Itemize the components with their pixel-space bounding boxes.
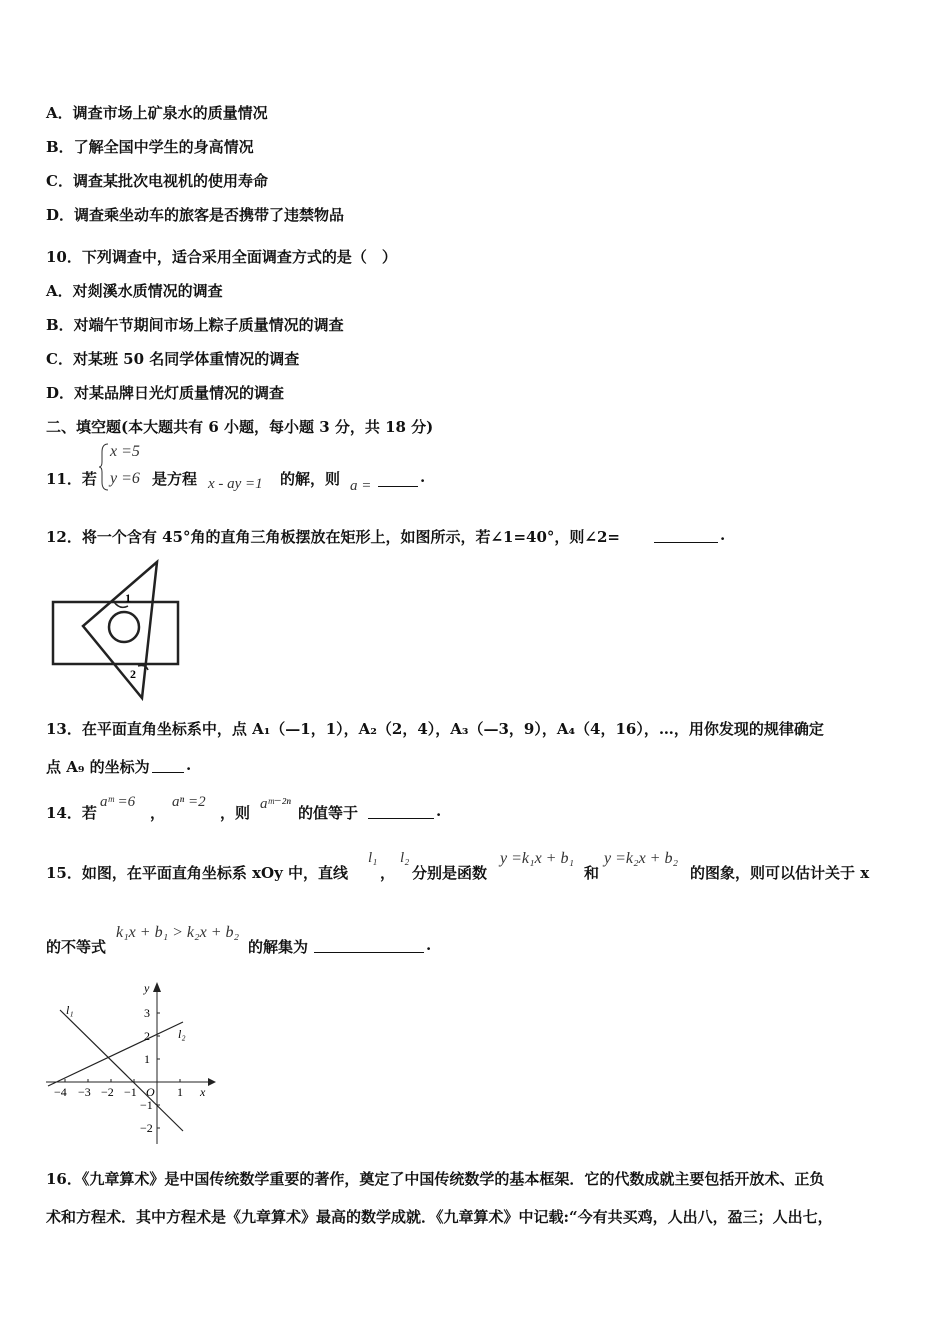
q11-end: . xyxy=(420,468,426,486)
q12-label-2: 2 xyxy=(130,667,136,681)
q9-option-d: D．调查乘坐动车的旅客是否携带了违禁物品 xyxy=(46,206,345,224)
q13-end: . xyxy=(186,756,192,774)
q15-answer-blank[interactable] xyxy=(314,938,424,953)
y-axis-arrow xyxy=(153,982,161,992)
q15-part1: 15．如图，在平面直角坐标系 xOy 中，直线 xyxy=(46,864,349,882)
q12-answer-blank[interactable] xyxy=(654,528,718,543)
q13-line2: 点 A₉ 的坐标为 xyxy=(46,758,150,776)
q16-line1: 16．《九章算术》是中国传统数学重要的著作，奠定了中国传统数学的基本框架．它的代数成就主要包括开放术、正负 xyxy=(46,1170,825,1188)
x-tick-label-neg4: −4 xyxy=(54,1085,67,1099)
q15-graph xyxy=(40,978,220,1148)
y-axis-label: y xyxy=(144,981,150,995)
q15-end: . xyxy=(426,936,432,954)
q10-option-d: D．对某品牌日光灯质量情况的调查 xyxy=(46,384,285,402)
y-tick-label-neg1: −1 xyxy=(140,1098,153,1112)
q14-expr-an: aⁿ =2 xyxy=(172,794,206,810)
q11-eq-y: y =6 xyxy=(110,470,140,487)
q15-part3: 的图象，则可以估计关于 x xyxy=(690,864,870,882)
q11-answer-blank[interactable] xyxy=(378,472,418,487)
q14-then: ，则 xyxy=(220,804,251,822)
q15-part2: 分别是函数 xyxy=(412,864,488,882)
q14-answer-blank[interactable] xyxy=(368,804,434,819)
q14-expr-am: aᵐ =6 xyxy=(100,794,136,810)
q11-mid-text: 是方程 xyxy=(152,470,198,488)
q11-eq-x: x =5 xyxy=(110,443,140,460)
x-tick-label-1: 1 xyxy=(177,1085,183,1099)
q15-line2b: 的解集为 xyxy=(248,938,309,956)
q16-line2: 术和方程术．其中方程术是《九章算术》最高的数学成就．《九章算术》中记载:“今有共买鸡，人出八，盈三；人出七， xyxy=(46,1208,833,1226)
q9-option-c: C．调查某批次电视机的使用寿命 xyxy=(46,172,268,190)
q10-option-c: C．对某班 50 名同学体重情况的调查 xyxy=(46,350,300,368)
l1-label: l₁ xyxy=(66,1003,74,1017)
q11-brace xyxy=(98,442,110,492)
y-tick-label-2: 2 xyxy=(144,1029,150,1043)
x-axis-label: x xyxy=(200,1085,206,1099)
section-header-fill-in: 二、填空题(本大题共有 6 小题，每小题 3 分，共 18 分) xyxy=(46,418,434,436)
origin-label: O xyxy=(146,1085,155,1099)
q10-option-a: A．对剡溪水质情况的调查 xyxy=(46,282,223,300)
q10-option-b: B．对端午节期间市场上粽子质量情况的调查 xyxy=(46,316,344,334)
y-tick-label-neg2: −2 xyxy=(140,1121,153,1135)
q14-after: 的值等于 xyxy=(298,804,359,822)
x-axis-arrow xyxy=(208,1078,216,1086)
q15-f1: y =k₁x + b₁ xyxy=(500,850,575,867)
q15-and: 和 xyxy=(584,864,600,882)
q9-option-b: B．了解全国中学生的身高情况 xyxy=(46,138,254,156)
q12-figure xyxy=(48,558,183,703)
q14-sep: ， xyxy=(150,804,166,822)
x-tick-label-neg3: −3 xyxy=(78,1085,91,1099)
q11-after-text: 的解，则 xyxy=(280,470,341,488)
q11-number: 11．若 xyxy=(46,470,97,488)
q11-equation: x - ay =1 xyxy=(208,476,263,492)
q15-line2a: 的不等式 xyxy=(46,938,107,956)
q12-triangle xyxy=(83,562,157,698)
l2-label: l₂ xyxy=(178,1027,186,1041)
q15-comma: ， xyxy=(380,864,396,882)
q15-l1: l₁ xyxy=(368,850,378,866)
line-l2 xyxy=(48,1022,183,1086)
q9-option-a: A．调查市场上矿泉水的质量情况 xyxy=(46,104,268,122)
x-tick-label-neg2: −2 xyxy=(101,1085,114,1099)
q11-target: a = xyxy=(350,478,372,494)
q15-l2: l₂ xyxy=(400,850,410,866)
q12-label-1: 1 xyxy=(125,591,131,605)
q12-text: 12．将一个含有 45°角的直角三角板摆放在矩形上，如图所示，若∠1=40°，则∠2= xyxy=(46,528,620,546)
q15-f2: y =k₂x + b₂ xyxy=(604,850,679,867)
q14-number: 14．若 xyxy=(46,804,97,822)
q14-end: . xyxy=(436,802,442,820)
y-tick-label-3: 3 xyxy=(144,1006,150,1020)
q14-expr-target: aᵐ⁻²ⁿ xyxy=(260,796,291,812)
y-tick-label-1: 1 xyxy=(144,1052,150,1066)
q12-rectangle xyxy=(53,602,178,664)
line-l1 xyxy=(60,1010,183,1131)
q12-end: . xyxy=(720,526,726,544)
q10-stem: 10．下列调查中，适合采用全面调查方式的是（ ） xyxy=(46,248,397,266)
q15-inequality: k₁x + b₁ > k₂x + b₂ xyxy=(116,924,240,941)
q13-answer-blank[interactable] xyxy=(152,758,184,773)
q13-line1: 13．在平面直角坐标系中，点 A₁（—1，1），A₂（2，4），A₃（—3，9），A₄（4，16），…，用你发现的规律确定 xyxy=(46,720,824,738)
q12-triangle-hole xyxy=(109,612,139,642)
x-tick-label-neg1: −1 xyxy=(124,1085,137,1099)
